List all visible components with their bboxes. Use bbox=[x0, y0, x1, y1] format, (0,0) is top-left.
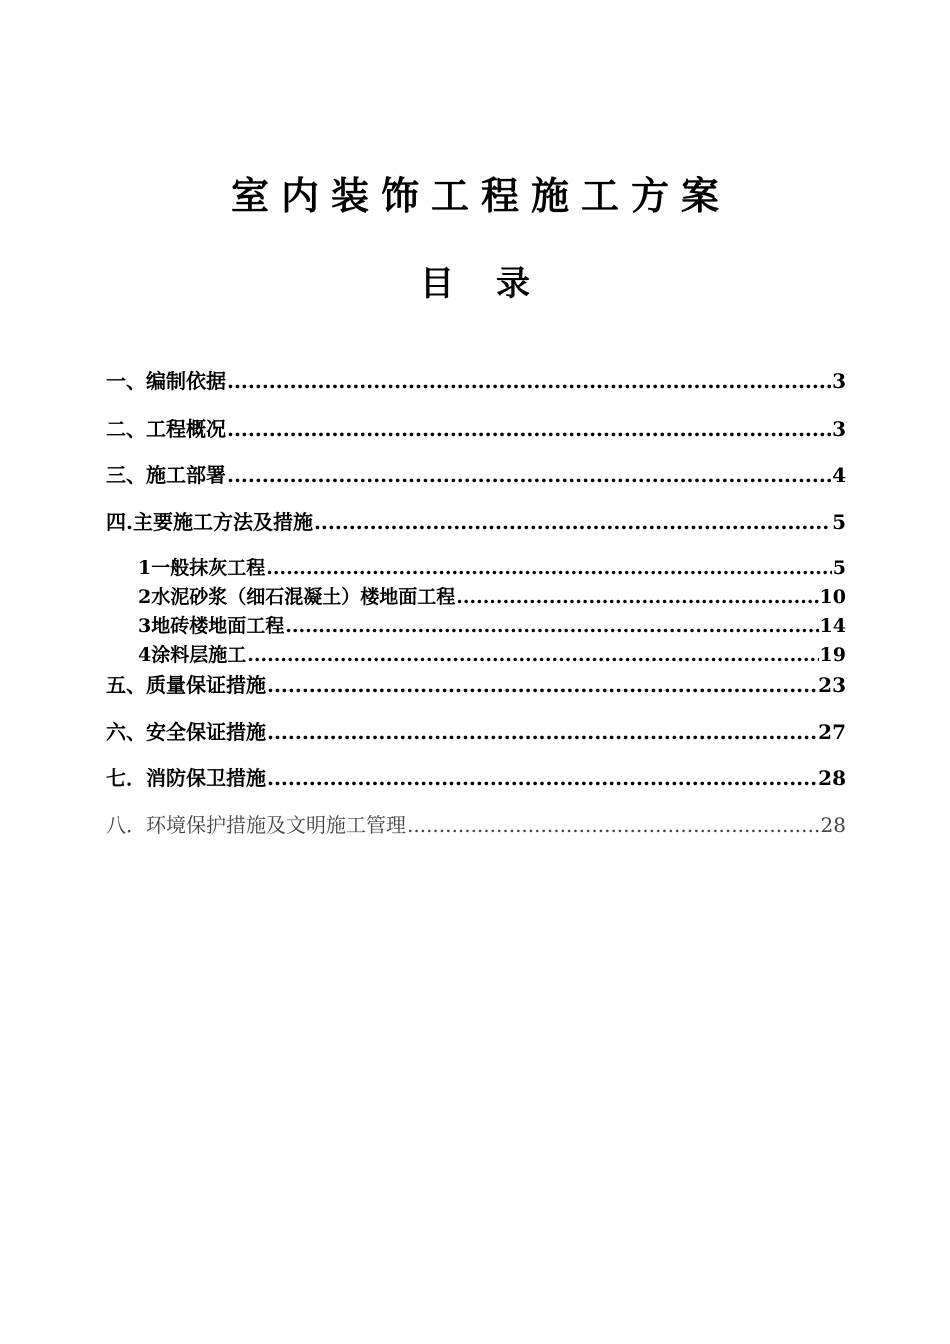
toc-entry-label: 3地砖楼地面工程 bbox=[138, 615, 285, 637]
toc-leader-dots bbox=[247, 642, 818, 668]
toc-entry-label: 三、施工部署 bbox=[106, 463, 226, 487]
toc-entry-page: 3 bbox=[832, 417, 846, 441]
toc-entry-7[interactable] bbox=[106, 764, 846, 792]
toc-subentry-1[interactable] bbox=[138, 555, 846, 581]
toc-leader-dots bbox=[314, 508, 831, 536]
toc-leader-dots bbox=[267, 718, 817, 746]
toc-entry-label: 六、安全保证措施 bbox=[106, 720, 266, 744]
toc-entry-8[interactable] bbox=[106, 811, 846, 839]
toc-entry-page: 10 bbox=[819, 586, 846, 608]
toc-entry-5[interactable] bbox=[106, 671, 846, 699]
toc-entry-label: 五、质量保证措施 bbox=[106, 673, 266, 697]
toc-entry-label: 一、编制依据 bbox=[106, 369, 226, 393]
toc-leader-dots bbox=[266, 555, 832, 581]
toc-entry-label: 1一般抹灰工程 bbox=[138, 557, 266, 579]
toc-subentry-2[interactable] bbox=[138, 584, 846, 610]
toc-leader-dots bbox=[285, 613, 818, 639]
toc-entry-page: 19 bbox=[819, 644, 846, 666]
toc-entry-page: 4 bbox=[832, 463, 846, 487]
toc-entry-page: 23 bbox=[818, 673, 846, 697]
toc-entry-label: 七．消防保卫措施 bbox=[106, 766, 266, 790]
toc-entry-label: 4涂料层施工 bbox=[138, 644, 247, 666]
toc-subentry-4[interactable] bbox=[138, 642, 846, 668]
toc-leader-dots bbox=[407, 811, 820, 839]
toc-leader-dots bbox=[227, 415, 831, 443]
toc-leader-dots bbox=[227, 367, 831, 395]
toc-heading: 目录 bbox=[420, 264, 572, 304]
toc-entry-6[interactable] bbox=[106, 718, 846, 746]
toc-entry-4[interactable] bbox=[106, 508, 846, 536]
toc-entry-page: 5 bbox=[832, 557, 846, 579]
toc-entry-label: 四.主要施工方法及措施 bbox=[106, 510, 313, 534]
toc-entry-3[interactable] bbox=[106, 461, 846, 489]
toc-entry-page: 14 bbox=[819, 615, 846, 637]
document-title: 室内装饰工程施工方案 bbox=[230, 174, 731, 218]
toc-entry-page: 3 bbox=[832, 369, 846, 393]
toc-entry-label: 二、工程概况 bbox=[106, 417, 226, 441]
toc-leader-dots bbox=[227, 461, 831, 489]
toc-entry-label: 八．环境保护措施及文明施工管理 bbox=[106, 813, 406, 837]
toc-subentry-3[interactable] bbox=[138, 613, 846, 639]
toc-entry-page: 5 bbox=[832, 510, 846, 534]
toc-leader-dots bbox=[267, 671, 817, 699]
toc-entry-1[interactable] bbox=[106, 367, 846, 395]
toc-entry-page: 28 bbox=[818, 766, 846, 790]
toc-entry-2[interactable] bbox=[106, 415, 846, 443]
toc-entry-page: 28 bbox=[820, 813, 846, 837]
toc-entry-label: 2水泥砂浆（细石混凝土）楼地面工程 bbox=[138, 586, 456, 608]
toc-leader-dots bbox=[456, 584, 818, 610]
toc-leader-dots bbox=[267, 764, 817, 792]
toc-entry-page: 27 bbox=[818, 720, 846, 744]
